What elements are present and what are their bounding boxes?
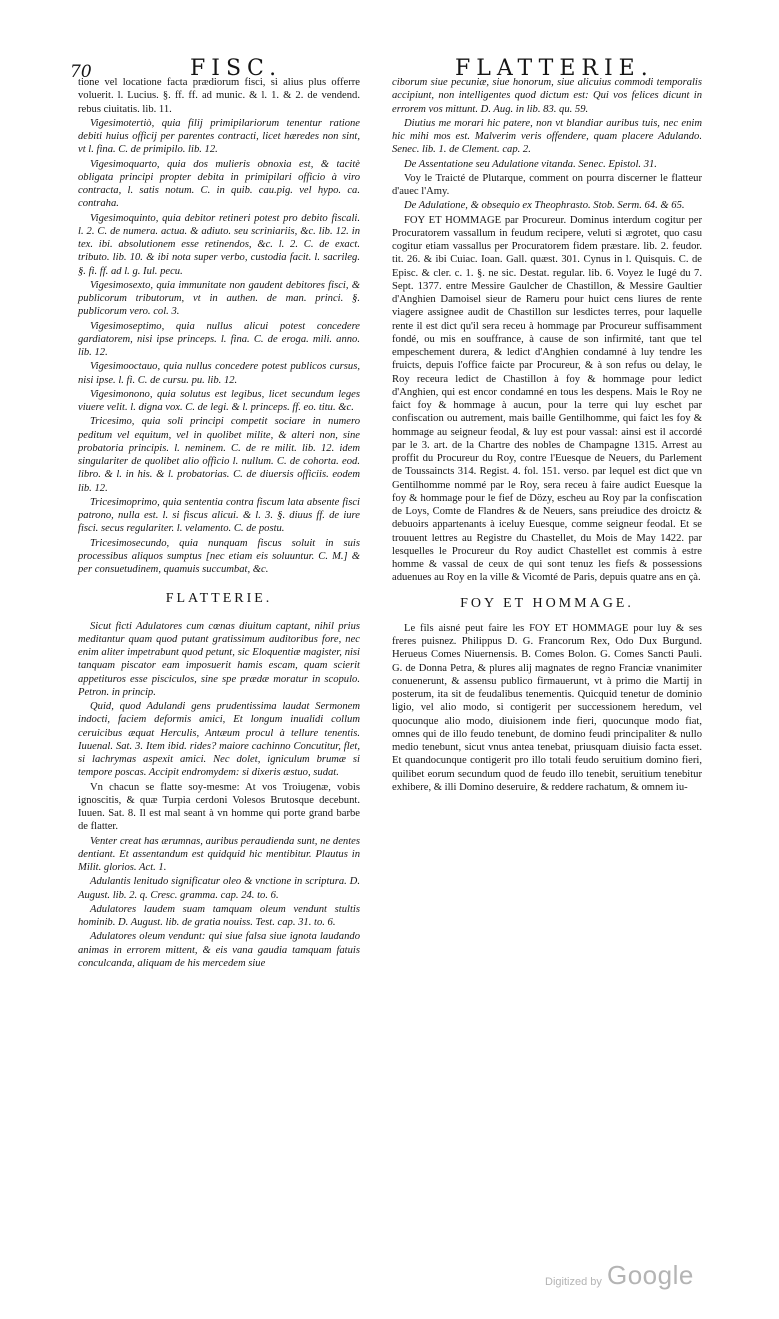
right-column (392, 76, 702, 795)
paragraph: Tricesimo, quia soli principi competit sociare in numero peditum vel equitum, vel in quolibet milite, & alteri non, sine probatoria principis. l. neminem. C. de re milit. lib. 12. idem singulariter de quolibet alio officio l. nullum. C. de cohorta. eod. libro. & l. in his. & l. probatorias. C. de diuersis officiis. eodem lib. 12. (78, 416, 360, 494)
paragraph: Vigesimoquarto, quia dos mulieris obnoxia est, & tacitè obligata principi propter debita in primipilari officio à viro contracta, l. satis notum. C. in quib. cau.pig. vel hypo. ca. contraha. (78, 158, 360, 210)
paragraph: Vn chacun se flatte soy-mesme: At vos Troiugenæ, vobis ignoscitis, & quæ Turpia cerdoni Volesos Brutosque decebunt. Iuuen. Sat. 8. Il est mal seant à vn homme qui porte grand barbe de flatter. (78, 781, 360, 833)
paragraph: Adulantis lenitudo significatur oleo & vnctione in scriptura. D. August. lib. 2. q. Cresc. gramma. cap. 24. to. 6. (78, 876, 360, 901)
paragraph: Le fils aisné peut faire les FOY ET HOMMAGE pour luy & ses freres puisnez. Philippus D. G. Francorum Rex, Odo Dux Burgund. Herueus Comes Niuernensis. B. Comes Bolon. G. Comes Sancti Pauli. G. de Donna Petra, & plures alij magnates de regno Franciæ vnanimiter conuenerunt, & assensu publico firmauerunt, vt à primo die Martij in posterum, ita sit de feudalibus tenementis. Quicquid tenetur de dominio ligio, vel alio modo, si contigerit per successionem heredum, vel quocunque alio modo, diuisionem inde fieri, quocunque modo fiat, omnes qui de illo feudo tenebunt, de domino feudi principaliter & nullo medio tenebunt, sicut vnus antea tenebat, priusquam diuisio facta esset. Et quandocunque contigerit pro illo totali feudo seruitium domino fieri, quilibet eorum secundum quod de feudo illo tenebit, seruitium tenebitur exhibere, & illi Domino deseruire, & reddere rachatum, & omnem iu- (392, 622, 702, 793)
running-head-left: FISC. (190, 56, 283, 81)
paragraph: tione vel locatione facta prædiorum fisci, si alius plus offerre voluerit. l. Lucius. §. ff. ff. ad munic. & l. 1. & 2. de vendend. rebus ciuitatis. lib. 11. (78, 77, 360, 115)
paragraph: Vigesimosexto, quia immunitate non gaudent debitores fisci, & publicorum tributorum, vt in authen. de man. princi. §. publicorum vero. col. 3. (78, 279, 360, 318)
paragraph: De Assentatione seu Adulatione vitanda. Senec. Epistol. 31. (404, 158, 657, 170)
google-logo: Google (607, 1260, 694, 1290)
section-title-flatterie: FLATTERIE. (165, 591, 273, 607)
paragraph: Vigesimoquinto, quia debitor retineri potest pro debito fiscali. l. 2. C. de numera. actua. & adiuto. seu scriniariis, &c. lib. 12. in tex. ibi. absolutionem esse retinendos, &c. l. 2. C. de exact. tributo. lib. 10. & ibi nota super verbo, custodia facit. l. sacrileg. §. fi. ff. ad l. g. Iul. pecu. (78, 212, 360, 277)
paragraph: Vigesimonono, quia solutus est legibus, licet secundum leges viuere velit. l. digna vox. C. de legi. & l. princeps. ff. eo. titu. &c. (78, 388, 360, 413)
paragraph: Tricesimosecundo, quia nunquam fiscus soluit in suis processibus aliquos sumptus [nec etiam eis soluuntur. C. M.] & per consuetudinem, quamuis succumbat, &c. (78, 537, 360, 575)
watermark-small-text: Digitized by (545, 1276, 602, 1288)
paragraph: Vigesimotertiò, quia filij primipilariorum tenentur ratione debiti huius officij per parentes contracti, licet hæredes non sint, vt l. fina. C. de primipilo. lib. 12. (78, 117, 360, 156)
paragraph: Voy le Traicté de Plutarque, comment on pourra discerner le flatteur d'auec l'Amy. (392, 172, 702, 197)
paragraph: De Adulatione, & obsequio ex Theophrasto. Stob. Serm. 64. & 65. (404, 200, 685, 212)
google-watermark (545, 1260, 745, 1300)
paragraph: Vigesimoseptimo, quia nullus alicui potest concedere gardiatorem, nisi ipse princeps. l. fina. C. de eroga. mili. anno. lib. 12. (78, 320, 360, 358)
paragraph: Tricesimoprimo, quia sententia contra fiscum lata absente fisci patrono, nulla est. l. si fiscus alicui. & l. 3. §. diuus ff. de iure fisci. secus regulariter. l. velamento. C. de postu. (78, 496, 360, 535)
paragraph: Diutius me morari hic patere, non vt blandiar auribus tuis, nec enim hic mihi mos est. Malverim veris offendere, quam placere Adulando. Senec. lib. 1. de Clement. cap. 2. (392, 117, 702, 156)
running-head-right: FLATTERIE. (455, 56, 654, 81)
paragraph: Vigesimooctauo, quia nullus concedere potest publicos cursus, nisi ipse. l. fi. C. de cursu. pu. lib. 12. (78, 361, 360, 386)
paragraph: Sicut ficti Adulatores cum cœnas diuitum captant, nihil prius meditantur quam quod putant gratissimum auditoribus fore, nec enim aliter impetrabunt quod petunt, sic Eloquentiæ magister, nisi tanquam piscator eam imposuerit hamis escam, quam scierit appetituros esse pisciculos, sine spe prædæ moratur in scopulo. Petron. in princip. (78, 620, 360, 698)
paragraph: Venter creat has ærumnas, auribus peraudienda sunt, ne dentes dentiant. Et assentandum est quidquid hic mentibitur. Plautus in Milit. glorios. Act. 1. (78, 835, 360, 873)
paragraph: Quid, quod Adulandi gens prudentissima laudat Sermonem indocti, faciem deformis amici, Et longum inualidi collum ceruicibus æquat Herculis, Antæum procul à tellure tenentis. Iuuenal. Sat. 3. Item ibid. rides? maiore cachinno Concutitur, flet, si lachrymas aspexit amici. Nec dolet, igniculum brumæ si tempore poscas. Accipit endromydem: si dixeris æstuo, sudat. (78, 701, 360, 779)
left-column (78, 76, 360, 971)
section-title-foy-et-hommage: FOY ET HOMMAGE. (460, 595, 634, 611)
paragraph: Adulatores laudem suam tamquam oleum vendunt stultis hominib. D. August. lib. de gratia nouiss. Test. cap. 31. to. 6. (78, 903, 360, 928)
paragraph: Adulatores oleum vendunt: qui siue falsa siue ignota laudando animas in errorem mittent, & eis vana gaudia tamquam fatuis conculcanda, aliquam de his mercedem siue (78, 931, 360, 969)
paragraph: ciborum siue pecuniæ, siue honorum, siue alicuius commodi temporalis accipiunt, non intelligentes quod dictum est: Qui vos felices dicunt in errorem vos mittunt. D. Aug. in lib. 83. qu. 59. (392, 77, 702, 115)
page-number: 70 (70, 62, 92, 82)
paragraph: FOY ET HOMMAGE par Procureur. Dominus interdum cogitur per Procuratorem vassallum in feudum recipere, veluti si ægrotet, quo casu cogitur etiam vassallus per Procuratorem fidem præstare. lib. 2. feudor. tit. 26. & ibi Cuiac. Ioan. Gall. quæst. 301. Cynus in l. Quisquis. C. de Episc. & cler. c. 1. §. ne sic. Destat. regular. lib. 6. Voyez le Iugé du 7. Sept. 1377. entre Messire Gaulcher de Chastillon, & Messire Gaultier d'Anghien Damoisel sieur de Rameru pour huict cens liures de rente viagere assignee audit de Chastillon sur lesdictes terres, pour laquelle rente il est dict qu'il sera receu à hommage par Procureur suffisamment fondé, ou mis en souffrance, à cause de son infirmité, tant que tel empeschement durera, & ledict d'Anghien condamné à luy tendre les fruicts, depuis l'office faicte par Procureur, & à son refus ou delay, le Roy receura ledict de Chastillon à foy & hommage pour ledict d'Anghien, qui est encor condamné en tous les despens. Mais le Roy ne faict foy & hommage à aucun, pour la terre qui luy eschet par confiscation ou autrement, mais baille Gentilhomme, qui faict les foy & hommage au seigneur feodal, & luy est pour vassal: ainsi est il accordé par le 3. art. de la Chartre des nobles de Champagne 1315. Arrest au proffit du Procureur du Roy, contre l'Euesque de Neuers, du Parlement de Toussaincts 314. Regist. 4. fol. 151. verso. par lequel est dict que vn Gentilhomme nommé par le Roy, sera receu à faire audict Euesque la foy & hommage pour le fief de Dözy, escheu au Roy par la confiscation de Loys, Comte de Flandres & de Neuers, sans preiudice des droictz & debuoirs appartenants à iceluy Euesque, comme seigneur feodal. Et se trouuent lettres au Registre du Chastellet, du Mois de May 1422. par lesquelles le Procureur du Roy audict Chastellet est commis à estre homme & vassal de ceux de qui sont tenuz les fiefs & possessions aduenues au Roy en la ville & Vicomté de Paris, depuis quatre ans en çà. (392, 214, 702, 584)
